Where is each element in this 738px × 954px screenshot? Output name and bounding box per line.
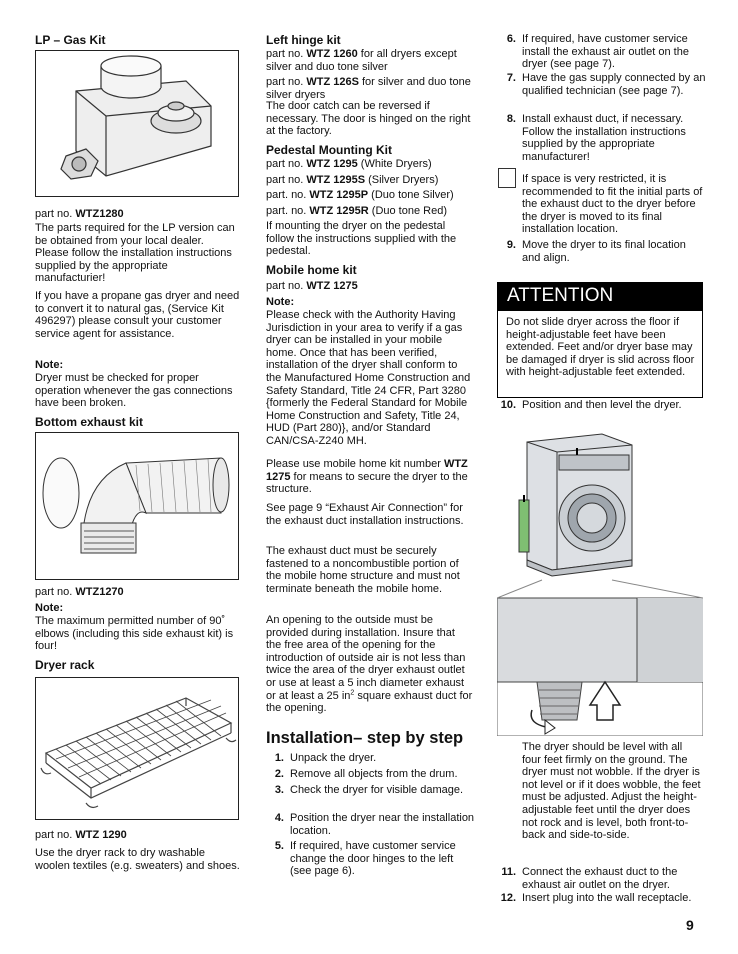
mobile-home-part-number: part no. WTZ 1275: [266, 280, 358, 292]
tip-text: If space is very restricted, it is recommended to fit the initial parts of the exhaust duct to the dryer before the dryer is moved to its final installation location.: [522, 173, 703, 236]
pedestal-part-item: part. no. WTZ 1295P (Duo tone Silver): [266, 189, 454, 201]
left-hinge-part-2: part no. WTZ 126S for silver and duo tone silver dryers: [266, 76, 471, 101]
dryer-rack-part-number: part no. WTZ 1290: [35, 829, 127, 841]
attention-box: [497, 310, 703, 398]
attention-banner: ATTENTION: [497, 282, 703, 310]
bottom-exhaust-note-label: Note:: [35, 602, 64, 614]
dryer-rack-title: Dryer rack: [35, 658, 95, 672]
installation-steps-6-8: 6. If required, have customer service install the exhaust air outlet on the dryer (see page 7). 7. Have the gas supply connected by an qualified technician (see page 7). 8. Install exhaust duct, if necessary. Follow the installation instructions supplied by the appropriate manufacturer!: [506, 33, 706, 163]
left-hinge-paragraph: The door catch can be reversed if necessary. The door is hinged on the right at the factory.: [266, 100, 471, 138]
mobile-home-paragraph-2: See page 9 “Exhaust Air Connection” for the exhaust duct installation instructions.: [266, 502, 464, 527]
lp-part-number: part no. WTZ1280: [35, 208, 124, 220]
pedestal-part-item: part no. WTZ 1295 (White Dryers): [266, 158, 432, 170]
mobile-home-note-text: Please check with the Authority Having Jurisdiction in your area to verify if a gas dryer can be installed in your mobile home. Once that has been verified, installation of the dryer shall conform to the Manufactured Home Construction and Safety Standard, Title 24 CFR, Part 3280 {formerly the Federal Standard for Mobile Home Construction and Safety, Title 24, HUD (Part 280)}, and/or Standard CAN/CSA-Z240 MH.: [266, 309, 471, 447]
bottom-exhaust-kit-title: Bottom exhaust kit: [35, 415, 144, 429]
bottom-exhaust-note-text: The maximum permitted number of 90˚ elbows (including this side exhaust kit) is four!: [35, 615, 234, 653]
tip-checkbox-icon: [498, 168, 516, 188]
attention-text: Do not slide dryer across the floor if height-adjustable feet have been extended. Feet and/or dryer base may be damaged if dryer is slid across floor with height-adjustable feet extended.: [506, 316, 695, 379]
dryer-level-images: [497, 420, 703, 736]
pedestal-part-item: part. no. WTZ 1295R (Duo tone Red): [266, 204, 447, 217]
bottom-exhaust-kit-image: [35, 432, 239, 580]
left-hinge-part-1: part no. WTZ 1260 for all dryers except silver and duo tone silver: [266, 48, 457, 73]
lp-paragraph-1: The parts required for the LP version can be obtained from your local dealer. Please follow the installation instructions supplied by the appropriate manufacturier!: [35, 222, 235, 285]
pedestal-paragraph: If mounting the dryer on the pedestal follow the instructions supplied with the pedestal.: [266, 220, 457, 258]
lp-gas-kit-title: LP – Gas Kit: [35, 33, 106, 47]
dryer-rack-image: [35, 677, 239, 820]
level-text: The dryer should be level with all four feet firmly on the ground. The dryer must not wobble. If the dryer is not level or if it does wobble, the feet must be adjusted. Adjust the height-adjustable feet until the dryer does not rock and is level, both front-to-back and side-to-side.: [522, 741, 701, 842]
lp-gas-kit-image: [35, 50, 239, 197]
lp-paragraph-2: If you have a propane gas dryer and need to convert it to natural gas, (Service Kit 496297) please consult your customer service agent for assistance.: [35, 290, 240, 340]
lp-note-text: Dryer must be checked for proper operation whenever the gas connections have been broken.: [35, 372, 233, 410]
pedestal-mounting-kit-title: Pedestal Mounting Kit: [266, 143, 392, 157]
lp-note-label: Note:: [35, 359, 64, 371]
left-hinge-kit-title: Left hinge kit: [266, 33, 341, 47]
mobile-home-note-label: Note:: [266, 296, 295, 308]
dryer-rack-paragraph: Use the dryer rack to dry washable woolen textiles (e.g. sweaters) and shoes.: [35, 847, 240, 872]
installation-steps-1-5: 1. Unpack the dryer. 2. Remove all objects from the drum. 3. Check the dryer for visible damage. 4. Position the dryer near the installation location. 5. If required, have customer service change the door hinges to the left (see page 6).: [274, 752, 475, 878]
page-number: 9: [686, 917, 694, 933]
mobile-home-paragraph-1: Please use mobile home kit number WTZ 1275 for means to secure the dryer to the structure.: [266, 458, 468, 496]
mobile-home-kit-title: Mobile home kit: [266, 263, 357, 277]
mobile-home-paragraph-4: An opening to the outside must be provided during installation. Insure that the free area of the opening for the introduction of outside air is not less than twice the area of the dryer exhaust outlet or use at least a 5 inch diameter exhaust or at least a 25 $in^2$ square exhaust duct for the opening.: [266, 614, 473, 715]
mobile-home-paragraph-3: The exhaust duct must be securely fastened to a noncombustible portion of the mobile home structure and must not terminate beneath the mobile home.: [266, 545, 460, 595]
installation-title: Installation– step by step: [266, 729, 464, 747]
bottom-exhaust-part-number: part no. WTZ1270: [35, 586, 124, 598]
pedestal-part-item: part no. WTZ 1295S (Silver Dryers): [266, 173, 439, 186]
